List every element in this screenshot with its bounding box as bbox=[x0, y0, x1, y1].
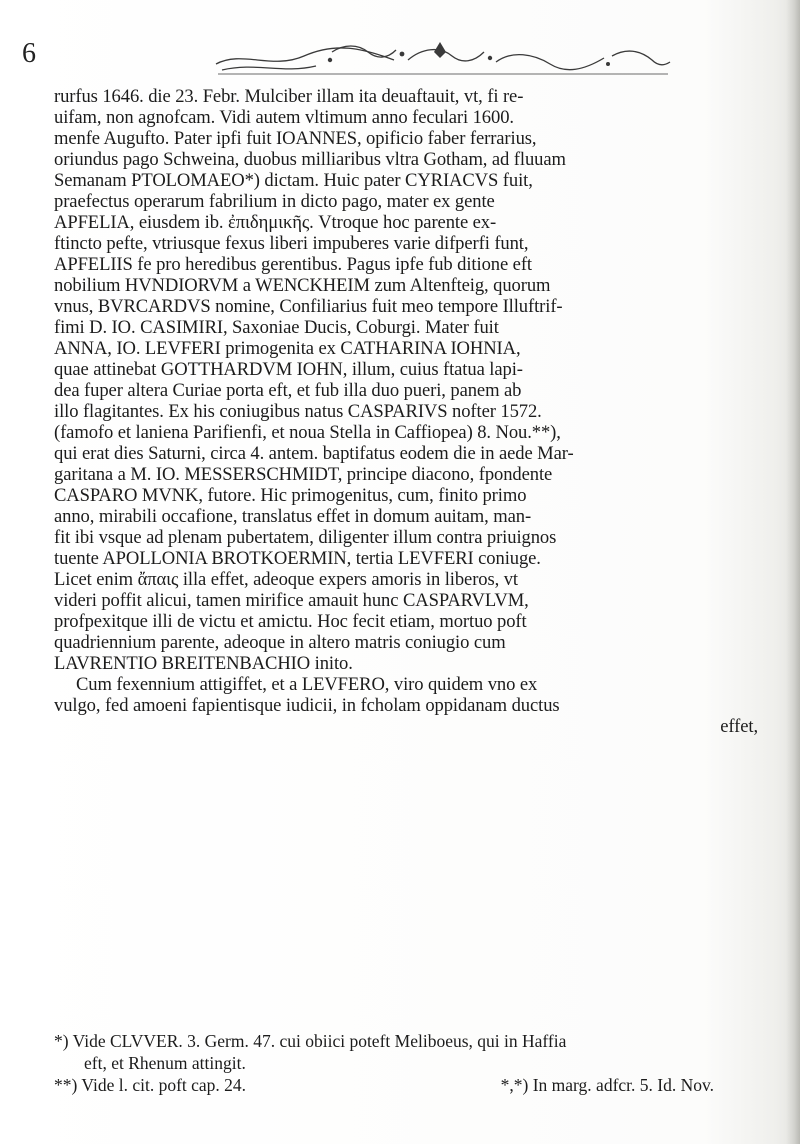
text-line: APFELIIS fe pro heredibus gerentibus. Pagus ipfe fub ditione eft bbox=[54, 254, 532, 275]
text-line: ftincto pefte, vtriusque fexus liberi impuberes varie difperfi funt, bbox=[54, 233, 529, 254]
text-line: illo flagitantes. Ex his coniugibus natus CASPARIVS nofter 1572. bbox=[54, 401, 542, 422]
catchword: effet, bbox=[720, 716, 758, 737]
decorative-headpiece-ornament bbox=[212, 40, 672, 76]
footnote-3: *,*) In marg. adfcr. 5. Id. Nov. bbox=[500, 1075, 714, 1095]
text-line: CASPARO MVNK, futore. Hic primogenitus, cum, finito primo bbox=[54, 485, 527, 506]
text-line: quadriennium parente, adeoque in altero matris coniugio cum bbox=[54, 632, 506, 653]
text-line: uifam, non agnofcam. Vidi autem vltimum anno feculari 1600. bbox=[54, 107, 514, 128]
footnotes-block bbox=[54, 1030, 774, 1096]
text-line: videri poffit alicui, tamen mirifice amauit hunc CASPARVLVM, bbox=[54, 590, 529, 611]
text-line: APFELIA, eiusdem ib. ἐπιδημικῆς. Vtroque hoc parente ex- bbox=[54, 212, 497, 233]
text-line: rurfus 1646. die 23. Febr. Mulciber illam ita deuaftauit, vt, fi re- bbox=[54, 86, 524, 107]
text-line: garitana a M. IO. MESSERSCHMIDT, principe diacono, fpondente bbox=[54, 464, 553, 485]
text-line: fimi D. IO. CASIMIRI, Saxoniae Ducis, Coburgi. Mater fuit bbox=[54, 317, 499, 338]
text-line: ANNA, IO. LEVFERI primogenita ex CATHARINA IOHNIA, bbox=[54, 338, 521, 359]
text-line: praefectus operarum fabrilium in dicto pago, mater ex gente bbox=[54, 191, 495, 212]
text-line: qui erat dies Saturni, circa 4. antem. baptifatus eodem die in aede Mar- bbox=[54, 443, 574, 464]
text-line: profpexitque illi de victu et amictu. Hoc fecit etiam, mortuo poft bbox=[54, 611, 527, 632]
page-edge-shadow bbox=[786, 0, 800, 1144]
text-line: anno, mirabili occafione, translatus effet in domum auitam, man- bbox=[54, 506, 532, 527]
footnote-1: *) Vide CLVVER. 3. Germ. 47. cui obiici poteft Meliboeus, qui in Haffia bbox=[54, 1031, 567, 1051]
text-line: LAVRENTIO BREITENBACHIO inito. bbox=[54, 653, 353, 674]
footnote-2: **) Vide l. cit. poft cap. 24. bbox=[54, 1075, 247, 1095]
text-line: fit ibi vsque ad plenam pubertatem, diligenter illum contra priuignos bbox=[54, 527, 557, 548]
main-text-block bbox=[54, 86, 774, 737]
text-line: menfe Augufto. Pater ipfi fuit IOANNES, opificio faber ferrarius, bbox=[54, 128, 537, 149]
footnote-1-continued: eft, et Rhenum attingit. bbox=[84, 1053, 246, 1073]
text-line: nobilium HVNDIORVM a WENCKHEIM zum Altenfteig, quorum bbox=[54, 275, 551, 296]
text-line: Semanam PTOLOMAEO*) dictam. Huic pater CYRIACVS fuit, bbox=[54, 170, 533, 191]
text-line: quae attinebat GOTTHARDVM IOHN, illum, cuius ftatua lapi- bbox=[54, 359, 523, 380]
text-line: vulgo, fed amoeni fapientisque iudicii, in fcholam oppidanam ductus bbox=[54, 695, 560, 716]
page-number: 6 bbox=[22, 38, 36, 69]
text-line: (famofo et laniena Parifienfi, et noua Stella in Caffiopea) 8. Nou.**), bbox=[54, 422, 561, 443]
text-line: dea fuper altera Curiae porta eft, et fub illa duo pueri, panem ab bbox=[54, 380, 522, 401]
text-line: Cum fexennium attigiffet, et a LEVFERO, viro quidem vno ex bbox=[76, 674, 538, 695]
text-line: Licet enim ἄπαις illa effet, adeoque expers amoris in liberos, vt bbox=[54, 569, 518, 590]
footnote-row bbox=[54, 1074, 774, 1096]
text-line: vnus, BVRCARDVS nomine, Confiliarius fuit meo tempore Illuftrif- bbox=[54, 296, 563, 317]
text-line: oriundus pago Schweina, duobus milliaribus vltra Gotham, ad fluuam bbox=[54, 149, 566, 170]
text-line: tuente APOLLONIA BROTKOERMIN, tertia LEVFERI coniuge. bbox=[54, 548, 541, 569]
